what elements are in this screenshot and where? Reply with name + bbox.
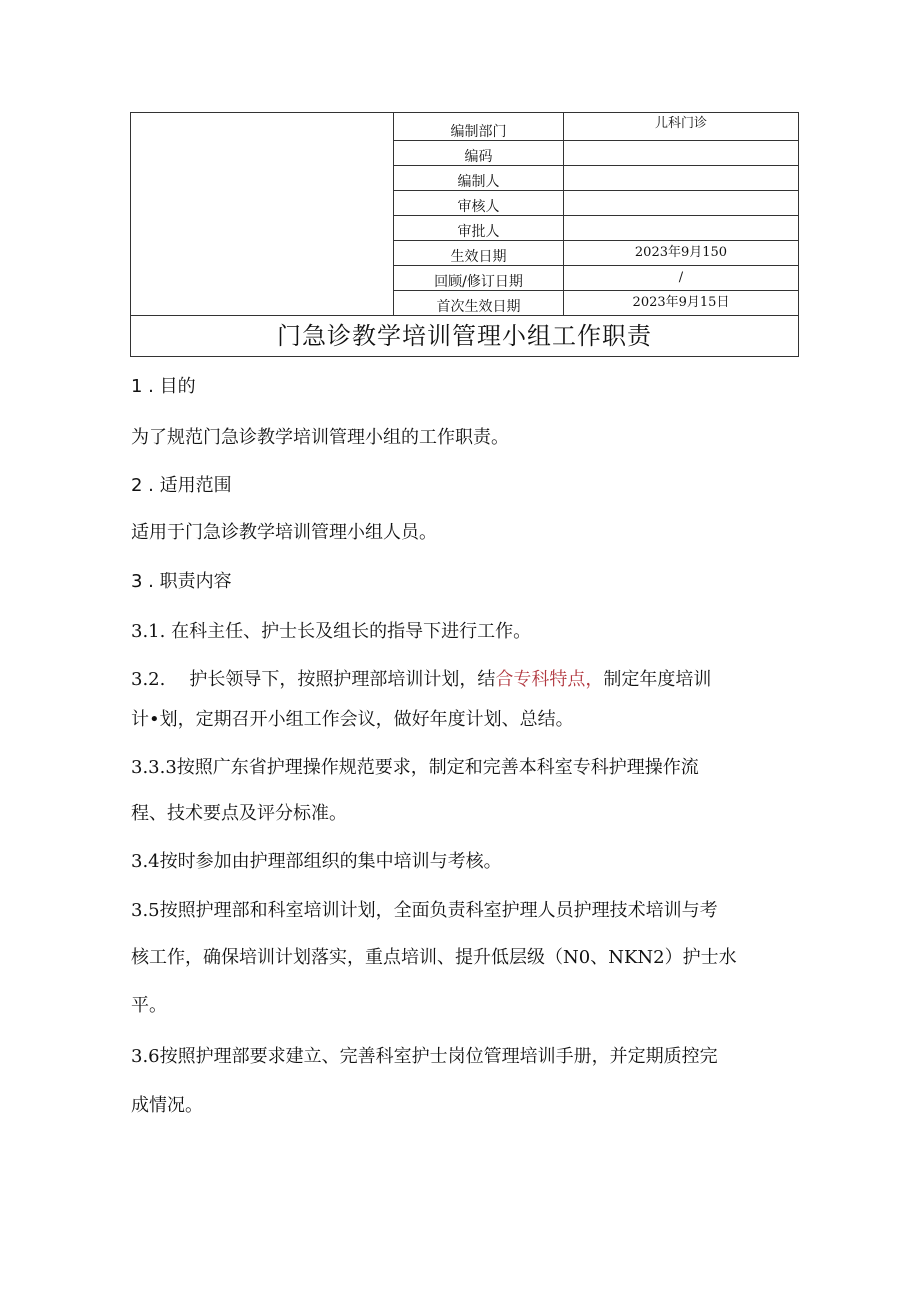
paragraph-3-6-line-1: 3.6按照护理部要求建立、完善科室护士岗位管理培训手册，并定期质控完 xyxy=(131,1046,718,1067)
header-label-code: 编码 xyxy=(394,141,564,166)
paragraph-3-2-line-1 xyxy=(131,668,801,692)
section-1-body: 为了规范门急诊教学培训管理小组的工作职责。 xyxy=(131,427,509,448)
paragraph-3-2-number: 3.2. xyxy=(131,669,166,690)
section-1-heading: 1 . 目的 xyxy=(131,376,196,397)
header-label-reviewer: 审核人 xyxy=(394,191,564,216)
paragraph-3-4: 3.4按时参加由护理部组织的集中培训与考核。 xyxy=(131,851,502,872)
header-label-effective-date: 生效日期 xyxy=(394,241,564,266)
header-value-first-effective: 2023年9月15日 xyxy=(564,291,799,316)
header-value-approver xyxy=(564,216,799,241)
paragraph-3-5-line-1: 3.5按照护理部和科室培训计划，全面负责科室护理人员护理技术培训与考 xyxy=(131,900,718,921)
paragraph-3-5-line-2: 核工作，确保培训计划落实，重点培训、提升低层级（N0、NKN2）护士水 xyxy=(131,947,737,968)
header-value-reviewer xyxy=(564,191,799,216)
header-value-dept: 儿科门诊 xyxy=(564,113,799,141)
section-2-body: 适用于门急诊教学培训管理小组人员。 xyxy=(131,522,437,543)
header-value-revision-date: / xyxy=(564,266,799,291)
section-3-heading: 3 . 职责内容 xyxy=(131,571,232,592)
logo-area xyxy=(131,113,394,316)
paragraph-3-3-line-1: 3.3.3按照广东省护理操作规范要求，制定和完善本科室专科护理操作流 xyxy=(131,757,699,778)
paragraph-3-6-line-2: 成情况。 xyxy=(131,1095,203,1116)
document-header-table xyxy=(130,112,799,357)
header-label-dept: 编制部门 xyxy=(394,113,564,141)
paragraph-3-2-highlight: 合专科特点， xyxy=(495,669,604,690)
header-value-author xyxy=(564,166,799,191)
paragraph-3-3-line-2: 程、技术要点及评分标准。 xyxy=(131,803,347,824)
paragraph-3-2-line-2: 计•划，定期召开小组工作会议，做好年度计划、总结。 xyxy=(131,709,574,730)
section-2-heading: 2 . 适用范围 xyxy=(131,475,232,496)
header-value-effective-date: 2023年9月150 xyxy=(564,241,799,266)
header-label-approver: 审批人 xyxy=(394,216,564,241)
header-label-first-effective: 首次生效日期 xyxy=(394,291,564,316)
paragraph-3-1: 3.1. 在科主任、护士长及组长的指导下进行工作。 xyxy=(131,621,532,642)
document-title: 门急诊教学培训管理小组工作职责 xyxy=(131,316,799,357)
header-label-revision-date: 回顾/修订日期 xyxy=(394,266,564,291)
header-value-code xyxy=(564,141,799,166)
paragraph-3-2-text-c: 制定年度培训 xyxy=(603,669,712,690)
paragraph-3-5-line-3: 平。 xyxy=(131,995,167,1016)
header-label-author: 编制人 xyxy=(394,166,564,191)
paragraph-3-2-text-a: 护长领导下，按照护理部培训计划，结 xyxy=(189,669,496,690)
